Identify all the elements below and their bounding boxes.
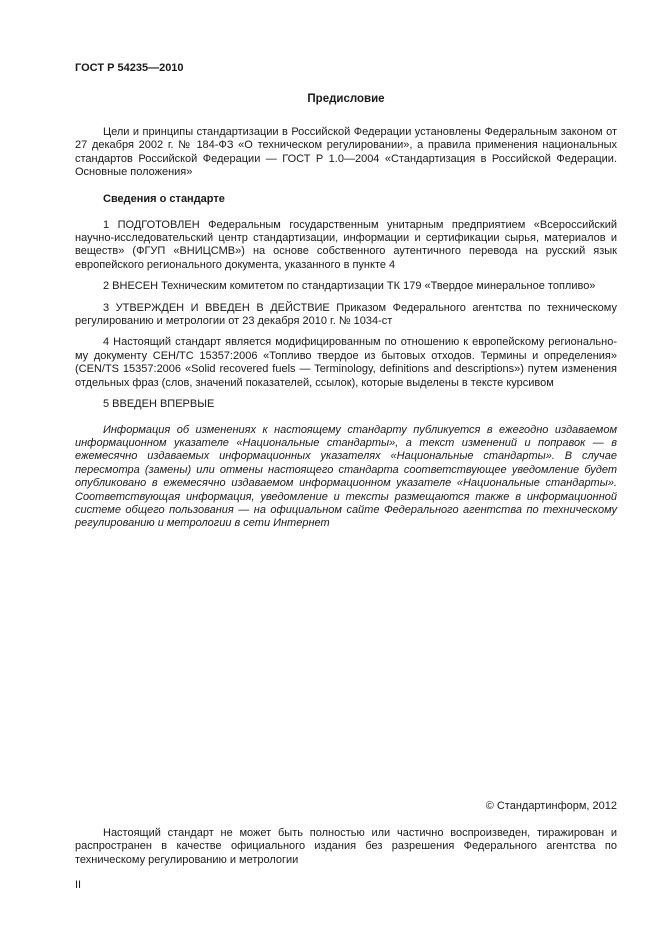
page-footer-block [75, 800, 617, 867]
standard-info-item-4: 4 Настоящий стандарт является модифицированным по отношению к европейскому регионально- му документу СЕН/ТС 15357:2006 «Топливо твердое из бытовых отходов. Термины и определения» (CEN/TS 15357:2006 «Solid recovered fuels — Terminology, definitions and descriptions») путем изменения отдельных фраз (слов, значений показателей, ссылок), которые выделены в тексте курсивом [75, 336, 617, 389]
standard-info-item-3: 3 УТВЕРЖДЕН И ВВЕДЕН В ДЕЙСТВИЕ Приказом Федерального агентства по техническому регулированию и метрологии от 23 декабря 2010 г. № 1034-ст [75, 301, 617, 328]
intro-paragraph: Цели и принципы стандартизации в Российской Федерации установлены Федеральным законом от 27 декабря 2002 г. № 184-ФЗ «О техническом регулировании», а правила применения национальных стандартов Российской Федерации — ГОСТ Р 1.0—2004 «Стандартизация в Российской Федерации. Основные положения» [75, 126, 617, 179]
reproduction-restriction-note: Настоящий стандарт не может быть полностью или частично воспроизведен, тиражирован и распространен в качестве официального издания без разрешения Федерального агентства по техническому регулированию и метрологии [75, 827, 617, 866]
standard-info-item-5: 5 ВВЕДЕН ВПЕРВЫЕ [103, 398, 215, 411]
copyright-notice: © Стандартинформ, 2012 [485, 800, 617, 812]
document-code: ГОСТ Р 54235—2010 [75, 62, 184, 74]
page-number: II [75, 879, 82, 891]
changes-information-paragraph: Информация об изменениях к настоящему стандарту публикуется в ежегодно издаваемом информационном указателе «Национальные стандарты», а текст изменений и поправок — в ежемесячно издаваемых информационных указателях «Национальные стандарты». В случае пересмотра (замены) или отмены настоящего стандарта соответствующее уведомление будет опубликовано в ежемесячно издаваемом информационном указателе «Национальные стандарты». Соответствующая информация, уведомление и тексты размещаются также в информационной системе общего пользования — на официальном сайте Федерального агентства по техническому регулированию и метрологии в сети Интернет [75, 423, 617, 530]
section-heading-standard-info: Сведения о стандарте [103, 192, 225, 205]
page-title: Предисловие [307, 93, 385, 105]
standard-info-item-2: 2 ВНЕСЕН Техническим комитетом по стандартизации ТК 179 «Твердое минеральное топливо» [103, 280, 596, 293]
standard-info-item-1: 1 ПОДГОТОВЛЕН Федеральным государственным унитарным предприятием «Всероссийский научно-исследовательский центр стандартизации, информации и сертификации сырья, материалов и веществ» (ФГУП «ВНИЦСМВ») на основе собственного аутентичного перевода на русский язык европейского регионального документа, указанного в пункте 4 [75, 218, 617, 271]
